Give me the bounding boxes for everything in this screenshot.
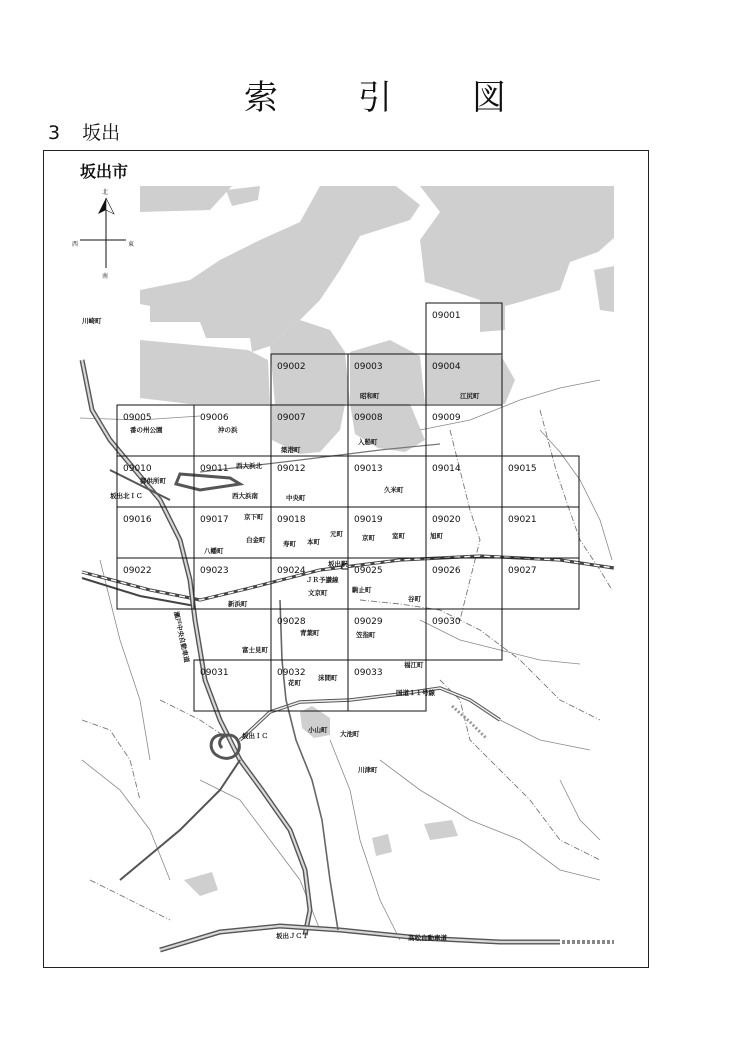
place-label: 花町	[288, 679, 301, 687]
place-label: 高松自動車道	[408, 934, 447, 942]
tile-label: 09025	[354, 566, 383, 576]
section-number: 3	[48, 122, 61, 144]
title-char: 図	[472, 78, 506, 118]
tile-label: 09023	[200, 566, 229, 576]
tile-label: 09013	[354, 464, 383, 474]
place-label: 笠指町	[356, 631, 376, 639]
place-label: 福江町	[404, 661, 424, 669]
tile-label: 09028	[277, 617, 306, 627]
place-label: 川崎町	[82, 317, 102, 325]
compass-south: 南	[102, 273, 109, 280]
tile-label: 09002	[277, 362, 306, 372]
place-label: 文京町	[308, 589, 328, 597]
tile-label: 09009	[432, 413, 461, 423]
section-name: 坂出	[82, 122, 121, 144]
place-label: 番の州公園	[130, 426, 163, 434]
compass-west: 西	[72, 241, 79, 248]
tile-label: 09016	[123, 515, 152, 525]
place-label: 青葉町	[300, 629, 320, 637]
tile-label: 09029	[354, 617, 383, 627]
tile-label: 09006	[200, 413, 229, 423]
place-label: 西大浜北	[236, 462, 262, 470]
place-label: 小山町	[308, 726, 328, 734]
place-label: 富士見町	[242, 646, 268, 654]
tile-label: 09015	[508, 464, 537, 474]
tile-label: 09020	[432, 515, 461, 525]
place-label: 川津町	[358, 766, 378, 774]
place-label: 谷町	[408, 595, 421, 603]
place-label: 八幡町	[204, 547, 224, 555]
place-label: 御供所町	[140, 477, 166, 485]
tile-label: 09014	[432, 464, 461, 474]
tile-label: 09005	[123, 413, 152, 423]
place-label: 坂出北ＩＣ	[110, 492, 143, 500]
title-char: 引	[358, 78, 392, 118]
tile-label: 09022	[123, 566, 152, 576]
compass-east: 東	[128, 241, 135, 248]
place-label: 寿町	[283, 540, 296, 548]
tile-label: 09007	[277, 413, 306, 423]
tile-label: 09033	[354, 668, 383, 678]
compass-north: 北	[102, 189, 109, 196]
place-label: 坂出ＩＣ	[242, 732, 268, 740]
place-label: 西大浜南	[232, 492, 258, 500]
place-label: 昭和町	[360, 392, 380, 400]
place-label: 新浜町	[228, 600, 248, 608]
place-label: 久米町	[384, 486, 404, 494]
tile-label: 09019	[354, 515, 383, 525]
place-label: 江尻町	[460, 392, 480, 400]
land-masses	[140, 186, 614, 896]
tile-label: 09032	[277, 668, 306, 678]
place-label: 白金町	[246, 536, 266, 544]
place-label: 坂出ＪＣＴ	[276, 932, 309, 940]
tile-label: 09017	[200, 515, 229, 525]
tile-label: 09021	[508, 515, 537, 525]
tile-label: 09012	[277, 464, 306, 474]
tile-label: 09024	[277, 566, 306, 576]
tile-label: 09031	[200, 668, 229, 678]
place-label: 瀬戸中央自動車道	[172, 610, 191, 664]
tile-label: 09008	[354, 413, 383, 423]
place-label: 本町	[307, 538, 320, 546]
place-label: 元町	[330, 530, 343, 538]
tile-label: 09003	[354, 362, 383, 372]
place-label: 大池町	[340, 730, 360, 738]
tile-label: 09026	[432, 566, 461, 576]
place-label: 築港町	[281, 446, 301, 454]
tile-label: 09010	[123, 464, 152, 474]
place-label: ＪＲ予讃線	[306, 576, 339, 584]
place-label: 中央町	[286, 494, 306, 502]
city-name: 坂出市	[80, 162, 129, 181]
tile-label: 09030	[432, 617, 461, 627]
place-label: 入船町	[358, 438, 378, 446]
place-label: 室町	[392, 532, 405, 540]
boundary-lines	[82, 410, 612, 920]
title-char: 索	[244, 78, 278, 118]
place-label: 沫間町	[318, 674, 338, 682]
place-label: 旭町	[430, 532, 443, 540]
place-label: 京下町	[244, 513, 264, 521]
tile-label: 09011	[200, 464, 229, 474]
tile-label: 09018	[277, 515, 306, 525]
place-label: 国道１１号線	[396, 689, 435, 697]
tile-label: 09004	[432, 362, 461, 372]
place-label: 坂出駅	[328, 560, 348, 568]
place-label: 駒止町	[352, 586, 372, 594]
tile-label: 09027	[508, 566, 537, 576]
tile-label: 09001	[432, 311, 461, 321]
compass-rose	[72, 188, 134, 280]
place-label: 沖の浜	[218, 426, 238, 434]
place-label: 京町	[362, 534, 375, 542]
